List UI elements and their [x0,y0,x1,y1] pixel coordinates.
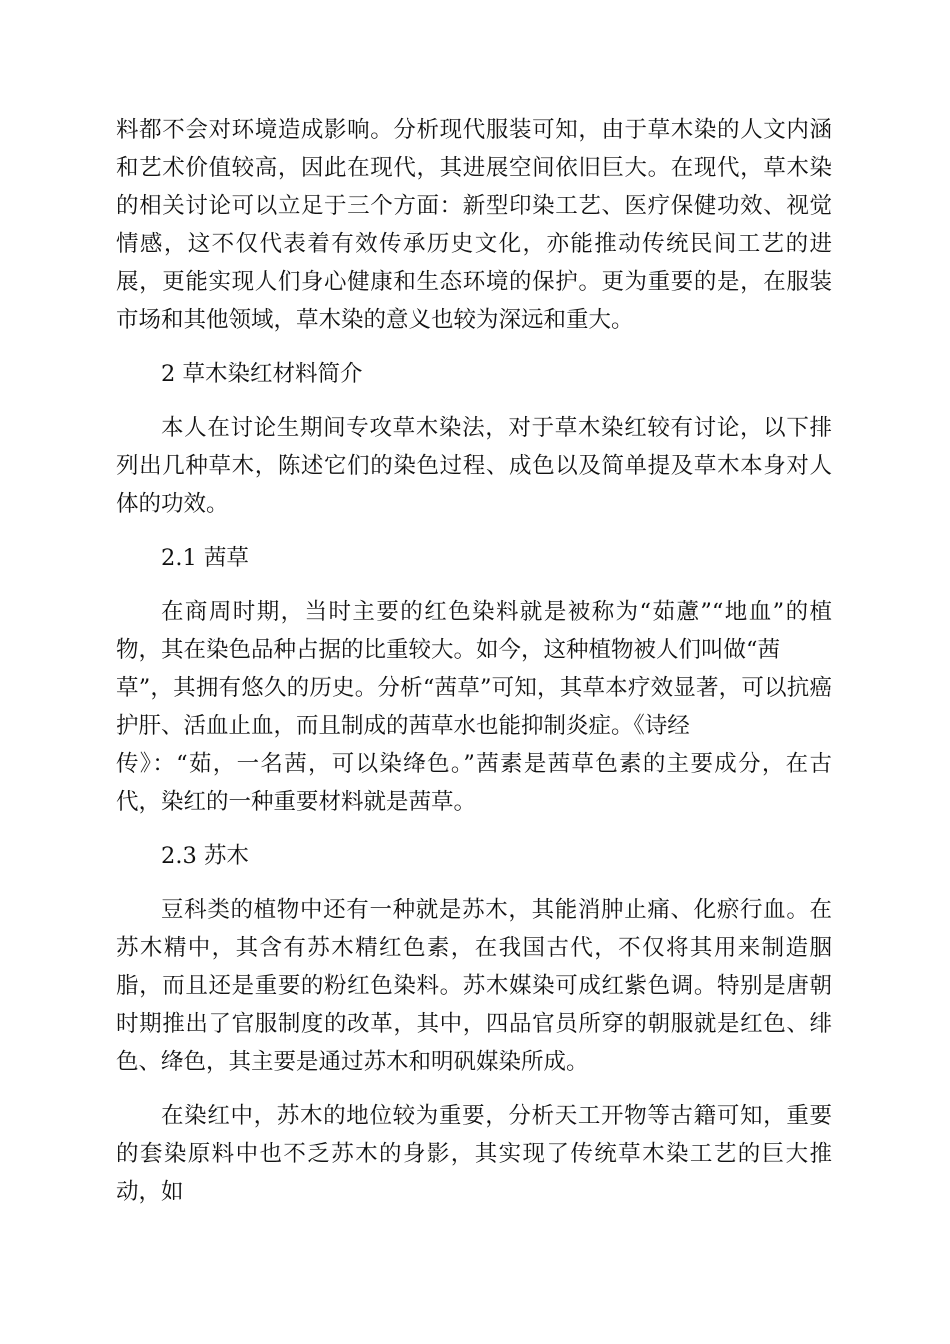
section-2-1-line-2: 草”，其拥有悠久的历史。分析“茜草”可知，其草本疗效显著，可以抗癌护肝、活血止血，而且制成的茜草水也能抑制炎症。《诗经 [116,675,832,739]
section-2-1-line-3: 传》：“茹，一名茜，可以染绛色。”茜素是茜草色素的主要成分，在古代，染红的一种重要材料就是茜草。 [116,751,832,815]
section-heading-2-1: 2.1 茜草 [161,545,249,571]
section-2-paragraph: 本人在讨论生期间专攻草木染法，对于草木染红较有讨论，以下排列出几种草木，陈述它们的染色过程、成色以及简单提及草木本身对人体的功效。 [116,415,832,517]
intro-paragraph: 料都不会对环境造成影响。分析现代服装可知，由于草木染的人文内涵和艺术价值较高，因此在现代，其进展空间依旧巨大。在现代，草木染的相关讨论可以立足于三个方面：新型印染工艺、医疗保健功效、视觉情感，这不仅代表着有效传承历史文化，亦能推动传统民间工艺的进展，更能实现人们身心健康和生态环境的保护。更为重要的是，在服装市场和其他领域，草木染的意义也较为深远和重大。 [116,117,832,333]
section-heading-2-3: 2.3 苏木 [161,843,249,869]
section-2-3-paragraph-2: 在染红中，苏木的地位较为重要，分析天工开物等古籍可知，重要的套染原料中也不乏苏木的身影，其实现了传统草木染工艺的巨大推动，如 [116,1103,832,1205]
section-2-3-paragraph-1: 豆科类的植物中还有一种就是苏木，其能消肿止痛、化瘀行血。在苏木精中，其含有苏木精红色素，在我国古代，不仅将其用来制造胭脂，而且还是重要的粉红色染料。苏木媒染可成红紫色调。特别是唐朝时期推出了官服制度的改革，其中，四品官员所穿的朝服就是红色、绯色、绛色，其主要是通过苏木和明矾媒染所成。 [116,897,832,1075]
section-heading-2: 2 草木染红材料简介 [161,361,363,387]
document-body [116,111,832,1211]
section-2-1-paragraph [116,593,832,821]
section-2-1-line-1: 在商周时期，当时主要的红色染料就是被称为“茹藘”“地血”的植物，其在染色品种占据的比重较大。如今，这种植物被人们叫做“茜 [116,599,832,663]
